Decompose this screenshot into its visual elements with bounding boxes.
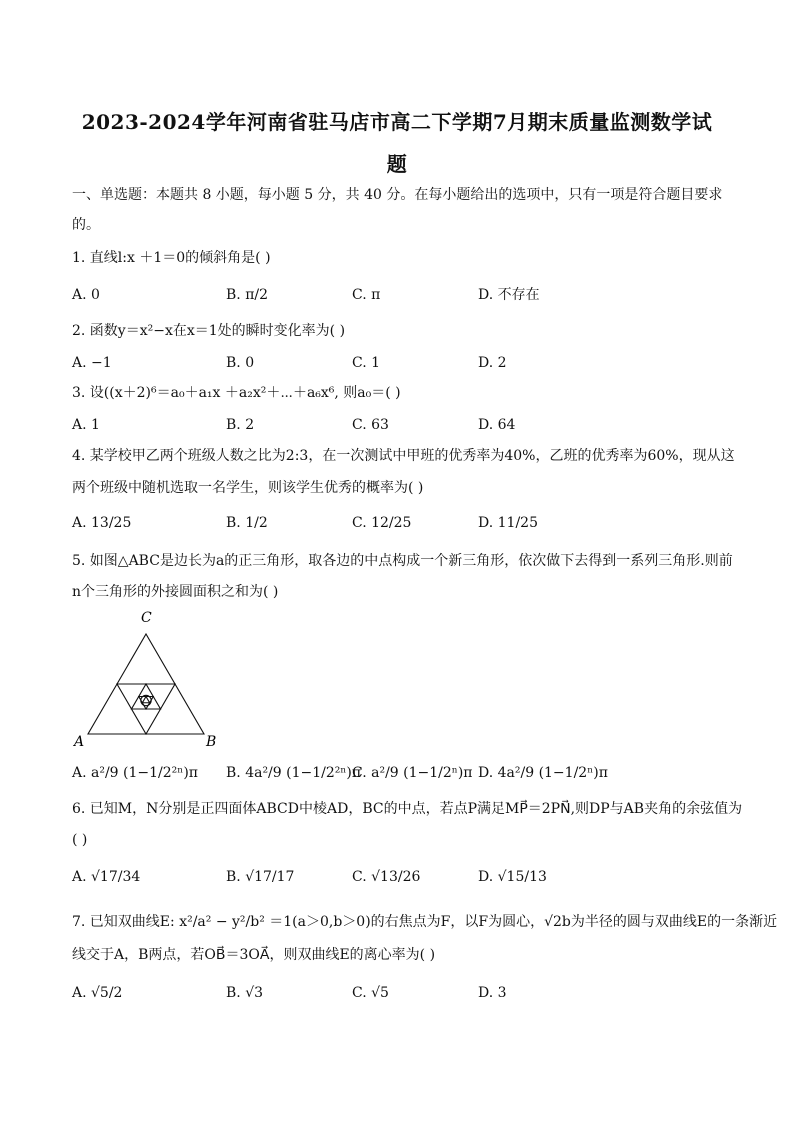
triangle-diagram — [72, 606, 232, 748]
question-6-option-c: C. √13/26 — [352, 869, 421, 885]
question-3-stem: 3. 设((x＋2)⁶＝a₀＋a₁x ＋a₂x²＋⋯＋a₆x⁶, 则a₀＝( ) — [72, 385, 401, 401]
question-4-option-d: D. 11/25 — [478, 515, 538, 531]
vertex-label-a: A — [74, 734, 85, 748]
question-2-option-c: C. 1 — [352, 355, 381, 371]
question-7-stem-continued: 线交于A，B两点，若OB⃗＝3OA⃗，则双曲线E的离心率为( ) — [72, 947, 436, 963]
section-heading: 一、单选题：本题共 8 小题，每小题 5 分，共 40 分。在每小题给出的选项中，只有一项是符合题目要求 — [72, 187, 723, 203]
question-7-option-b: B. √3 — [226, 985, 264, 1001]
question-2-option-b: B. 0 — [226, 355, 255, 371]
question-6-stem: 6. 已知M，N分别是正四面体ABCD中棱AD，BC的中点，若点P满足MP⃗＝2PN⃗,则DP与AB夹角的余弦值为 — [72, 801, 743, 817]
page-title-continued: 题 — [386, 152, 408, 176]
question-2-option-d: D. 2 — [478, 355, 507, 371]
question-1-option-c: C. π — [352, 287, 381, 303]
question-3-option-b: B. 2 — [226, 417, 255, 433]
question-4-option-b: B. 1/2 — [226, 515, 268, 531]
question-3-option-d: D. 64 — [478, 417, 516, 433]
question-7-stem: 7. 已知双曲线E: x²/a² − y²/b² ＝1(a＞0,b＞0)的右焦点为F，以F为圆心，√2b为半径的圆与双曲线E的一条渐近 — [72, 914, 778, 930]
question-2-option-a: A. −1 — [72, 355, 112, 371]
section-heading-continued: 的。 — [72, 217, 100, 233]
question-5-option-a: A. a²/9 (1−1/2²ⁿ)π — [72, 765, 199, 781]
question-6-option-b: B. √17/17 — [226, 869, 295, 885]
question-4-stem: 4. 某学校甲乙两个班级人数之比为2:3，在一次测试中甲班的优秀率为40%，乙班的优秀率为60%，现从这 — [72, 448, 735, 464]
question-1-option-d: D. 不存在 — [478, 287, 540, 303]
vertex-label-b: B — [206, 734, 217, 748]
page-title: 2023-2024学年河南省驻马店市高二下学期7月期末质量监测数学试 — [81, 110, 713, 134]
question-5-stem-continued: n个三角形的外接圆面积之和为( ) — [72, 584, 279, 600]
question-4-stem-continued: 两个班级中随机选取一名学生，则该学生优秀的概率为( ) — [72, 480, 424, 496]
question-7-option-d: D. 3 — [478, 985, 507, 1001]
question-3-option-a: A. 1 — [72, 417, 100, 433]
question-7-option-a: A. √5/2 — [72, 985, 123, 1001]
vertex-label-c: C — [141, 610, 152, 626]
question-4-option-c: C. 12/25 — [352, 515, 412, 531]
midpoint-triangle-4 — [142, 697, 149, 703]
question-2-stem: 2. 函数y＝x²−x在x＝1处的瞬时变化率为( ) — [72, 323, 346, 339]
question-6-option-a: A. √17/34 — [72, 869, 141, 885]
question-1-option-b: B. π/2 — [226, 287, 269, 303]
question-5-option-d: D. 4a²/9 (1−1/2ⁿ)π — [478, 765, 608, 781]
question-6-stem-continued: ( ) — [72, 832, 88, 848]
question-1-stem: 1. 直线l:x ＋1＝0的倾斜角是( ) — [72, 250, 271, 266]
question-6-option-d: D. √15/13 — [478, 869, 547, 885]
nested-triangles-figure — [72, 606, 232, 752]
question-1-option-a: A. 0 — [72, 287, 100, 303]
question-5-stem: 5. 如图△ABC是边长为a的正三角形，取各边的中点构成一个新三角形，依次做下去得到一系列三角形.则前 — [72, 553, 733, 569]
question-5-option-b: B. 4a²/9 (1−1/2²ⁿ)π — [226, 765, 362, 781]
question-5-option-c: C. a²/9 (1−1/2ⁿ)π — [352, 765, 473, 781]
question-7-option-c: C. √5 — [352, 985, 389, 1001]
question-4-option-a: A. 13/25 — [72, 515, 132, 531]
question-3-option-c: C. 63 — [352, 417, 389, 433]
